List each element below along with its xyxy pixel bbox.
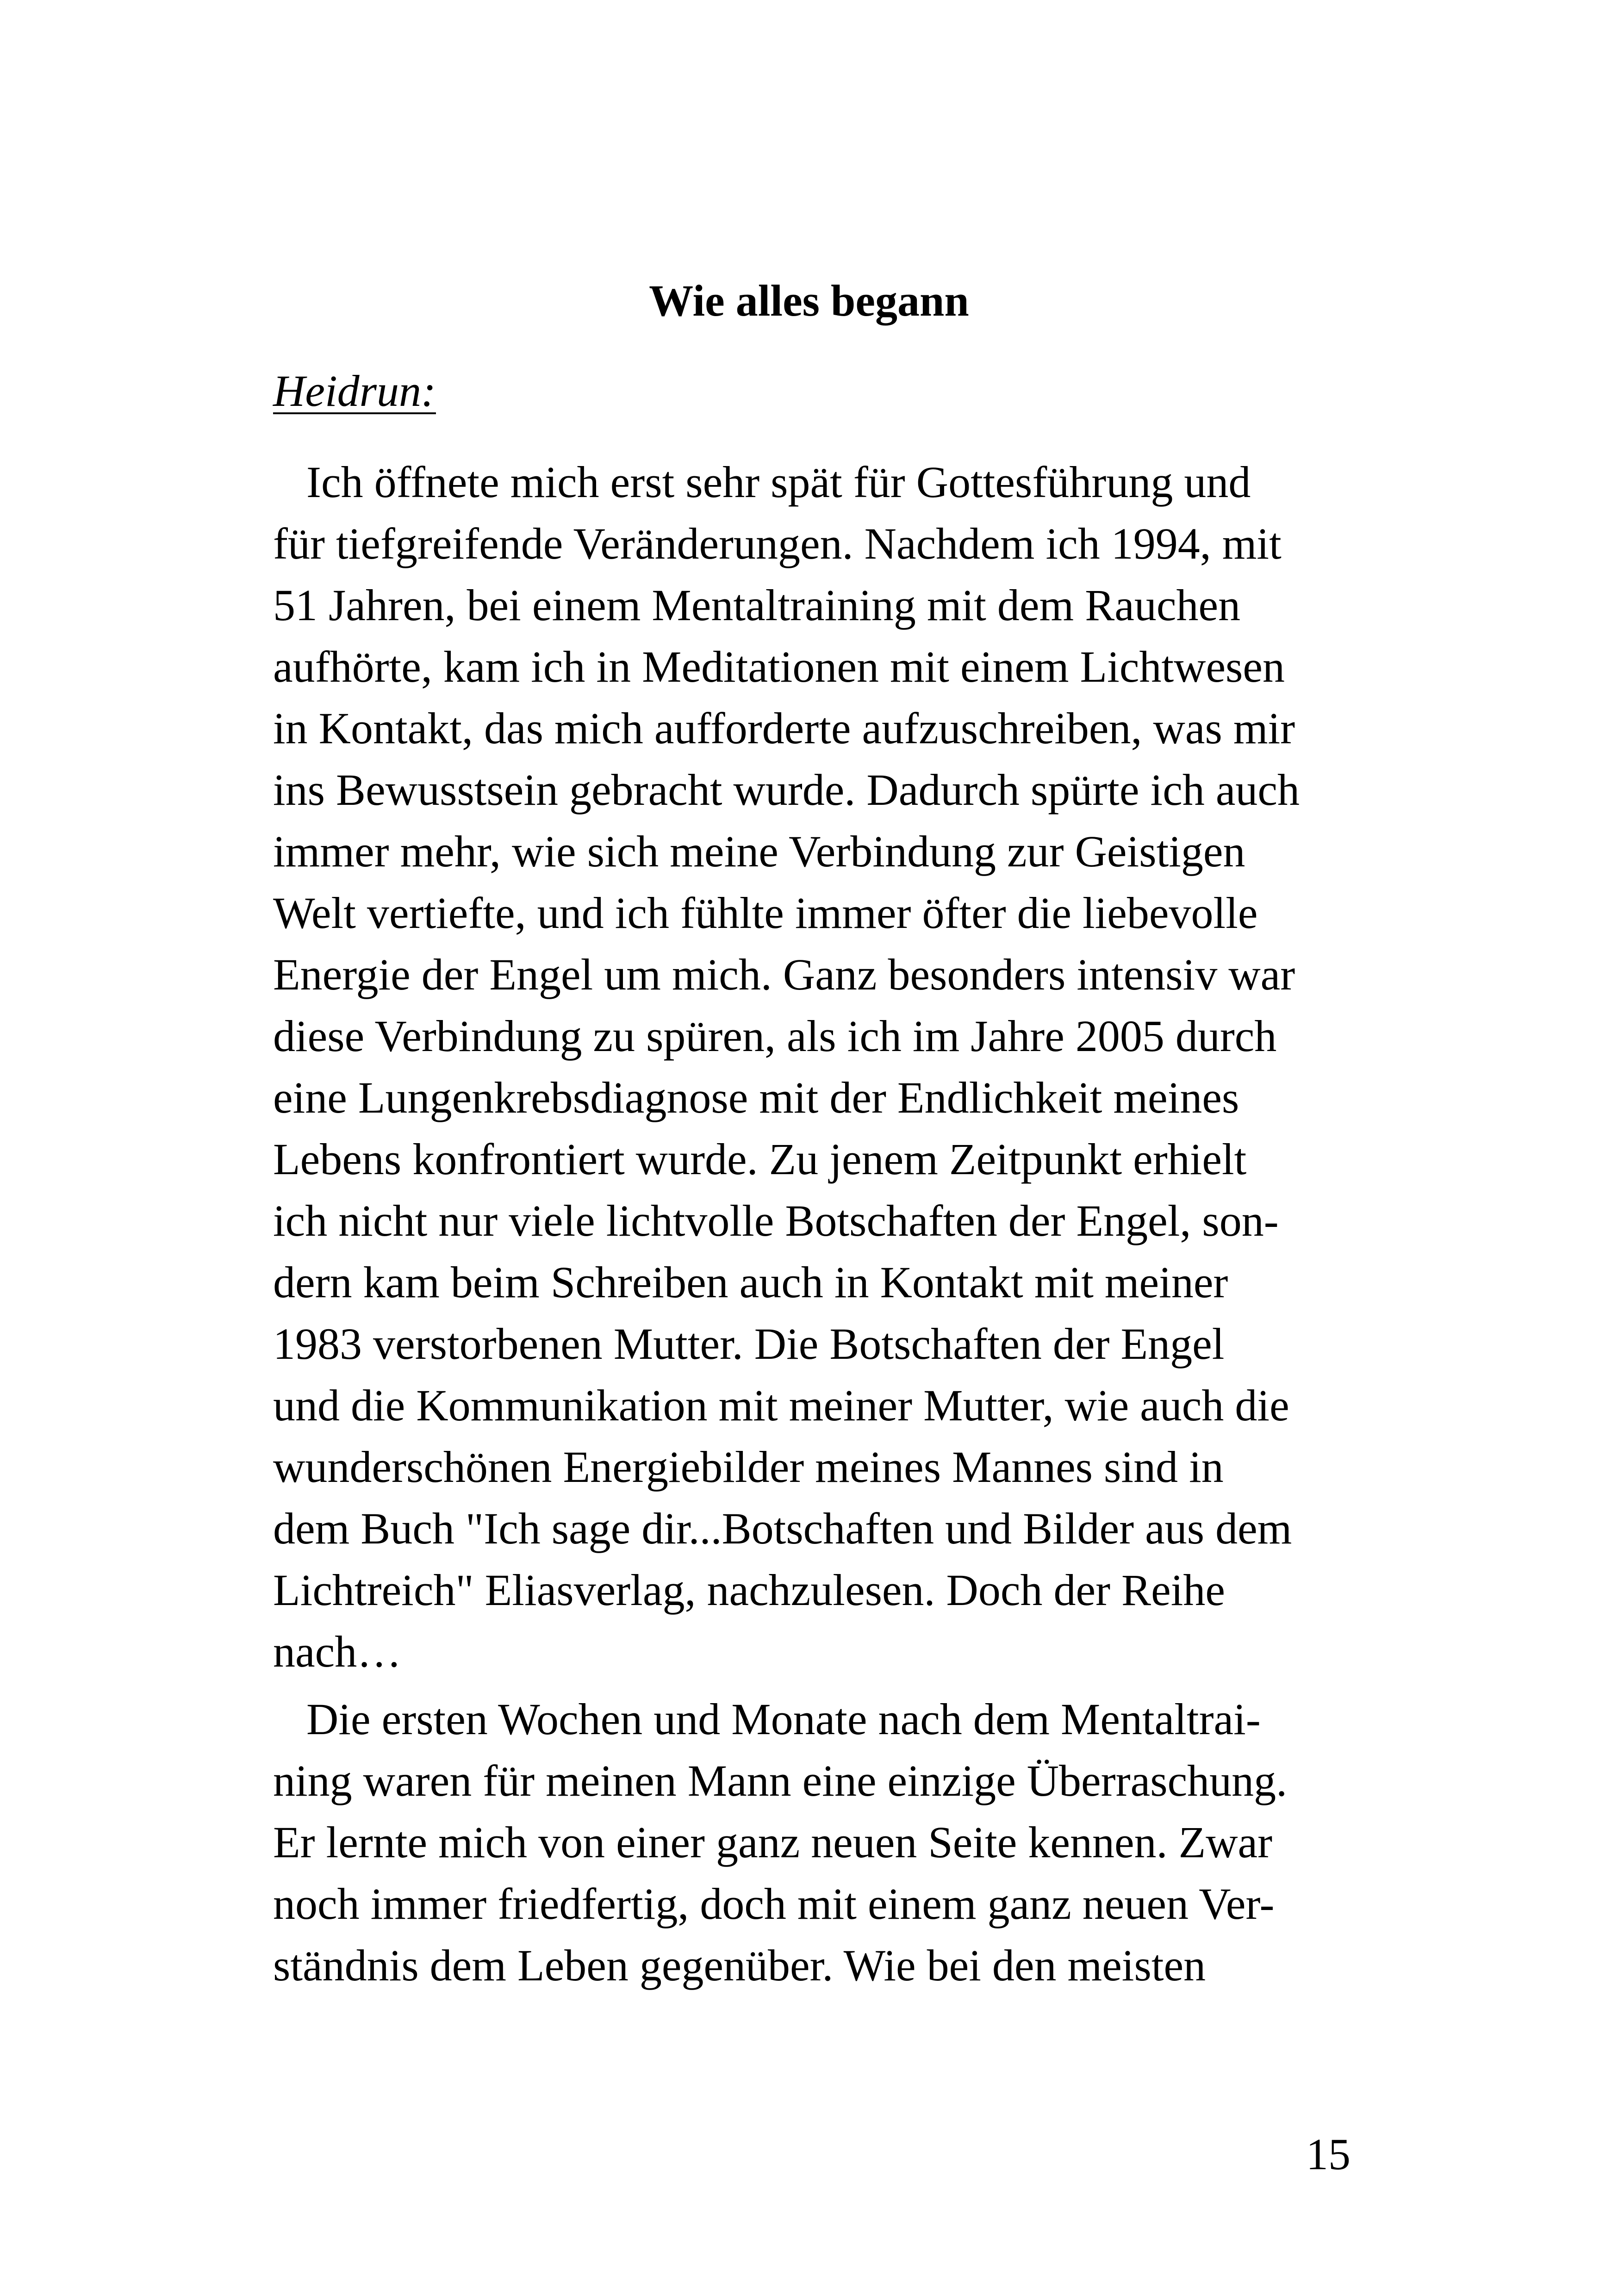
paragraph-line: wunderschönen Energiebilder meines Mannes sind in — [273, 1442, 1224, 1492]
paragraph-line: dem Buch "Ich sage dir...Botschaften und Bilder aus dem — [273, 1504, 1292, 1553]
paragraph-line: Welt vertiefte, und ich fühlte immer öfter die liebevolle — [273, 888, 1258, 938]
paragraph-line: eine Lungenkrebsdiagnose mit der Endlichkeit meines — [273, 1073, 1239, 1122]
speaker-label: Heidrun: — [273, 366, 436, 416]
paragraph-line: Lichtreich" Eliasverlag, nachzulesen. Doch der Reihe — [273, 1565, 1225, 1615]
paragraph-line: Ich öffnete mich erst sehr spät für Gottesführung und — [306, 457, 1251, 507]
paragraph-line: und die Kommunikation mit meiner Mutter, wie auch die — [273, 1381, 1289, 1430]
paragraph-line: in Kontakt, das mich aufforderte aufzuschreiben, was mir — [273, 703, 1295, 753]
paragraph-line: für tiefgreifende Veränderungen. Nachdem ich 1994, mit — [273, 519, 1282, 568]
paragraph-line: Energie der Engel um mich. Ganz besonders intensiv war — [273, 950, 1295, 999]
chapter-title: Wie alles begann — [649, 276, 969, 325]
paragraph-line: Die ersten Wochen und Monate nach dem Mentaltrai- — [306, 1694, 1261, 1744]
paragraph-line: ins Bewusstsein gebracht wurde. Dadurch spürte ich auch — [273, 765, 1300, 815]
paragraph-line: immer mehr, wie sich meine Verbindung zur Geistigen — [273, 827, 1245, 876]
paragraph-line: noch immer friedfertig, doch mit einem ganz neuen Ver- — [273, 1879, 1275, 1929]
paragraph-line: diese Verbindung zu spüren, als ich im Jahre 2005 durch — [273, 1011, 1277, 1061]
paragraph-line: ich nicht nur viele lichtvolle Botschaften der Engel, son- — [273, 1196, 1279, 1245]
paragraph-line: nach… — [273, 1627, 402, 1676]
paragraph-1 — [273, 451, 1351, 1682]
paragraph-line: 1983 verstorbenen Mutter. Die Botschaften der Engel — [273, 1319, 1225, 1369]
paragraph-line: ständnis dem Leben gegenüber. Wie bei den meisten — [273, 1941, 1206, 1990]
paragraph-line: dern kam beim Schreiben auch in Kontakt mit meiner — [273, 1257, 1228, 1307]
paragraph-line: aufhörte, kam ich in Meditationen mit einem Lichtwesen — [273, 642, 1285, 691]
paragraph-line: ning waren für meinen Mann eine einzige Überraschung. — [273, 1756, 1288, 1805]
paragraph-2 — [273, 1688, 1351, 1996]
page-number: 15 — [1306, 2129, 1350, 2179]
paragraph-line: Er lernte mich von einer ganz neuen Seite kennen. Zwar — [273, 1817, 1273, 1867]
paragraph-line: 51 Jahren, bei einem Mentaltraining mit dem Rauchen — [273, 580, 1241, 630]
paragraph-line: Lebens konfrontiert wurde. Zu jenem Zeitpunkt erhielt — [273, 1134, 1247, 1184]
